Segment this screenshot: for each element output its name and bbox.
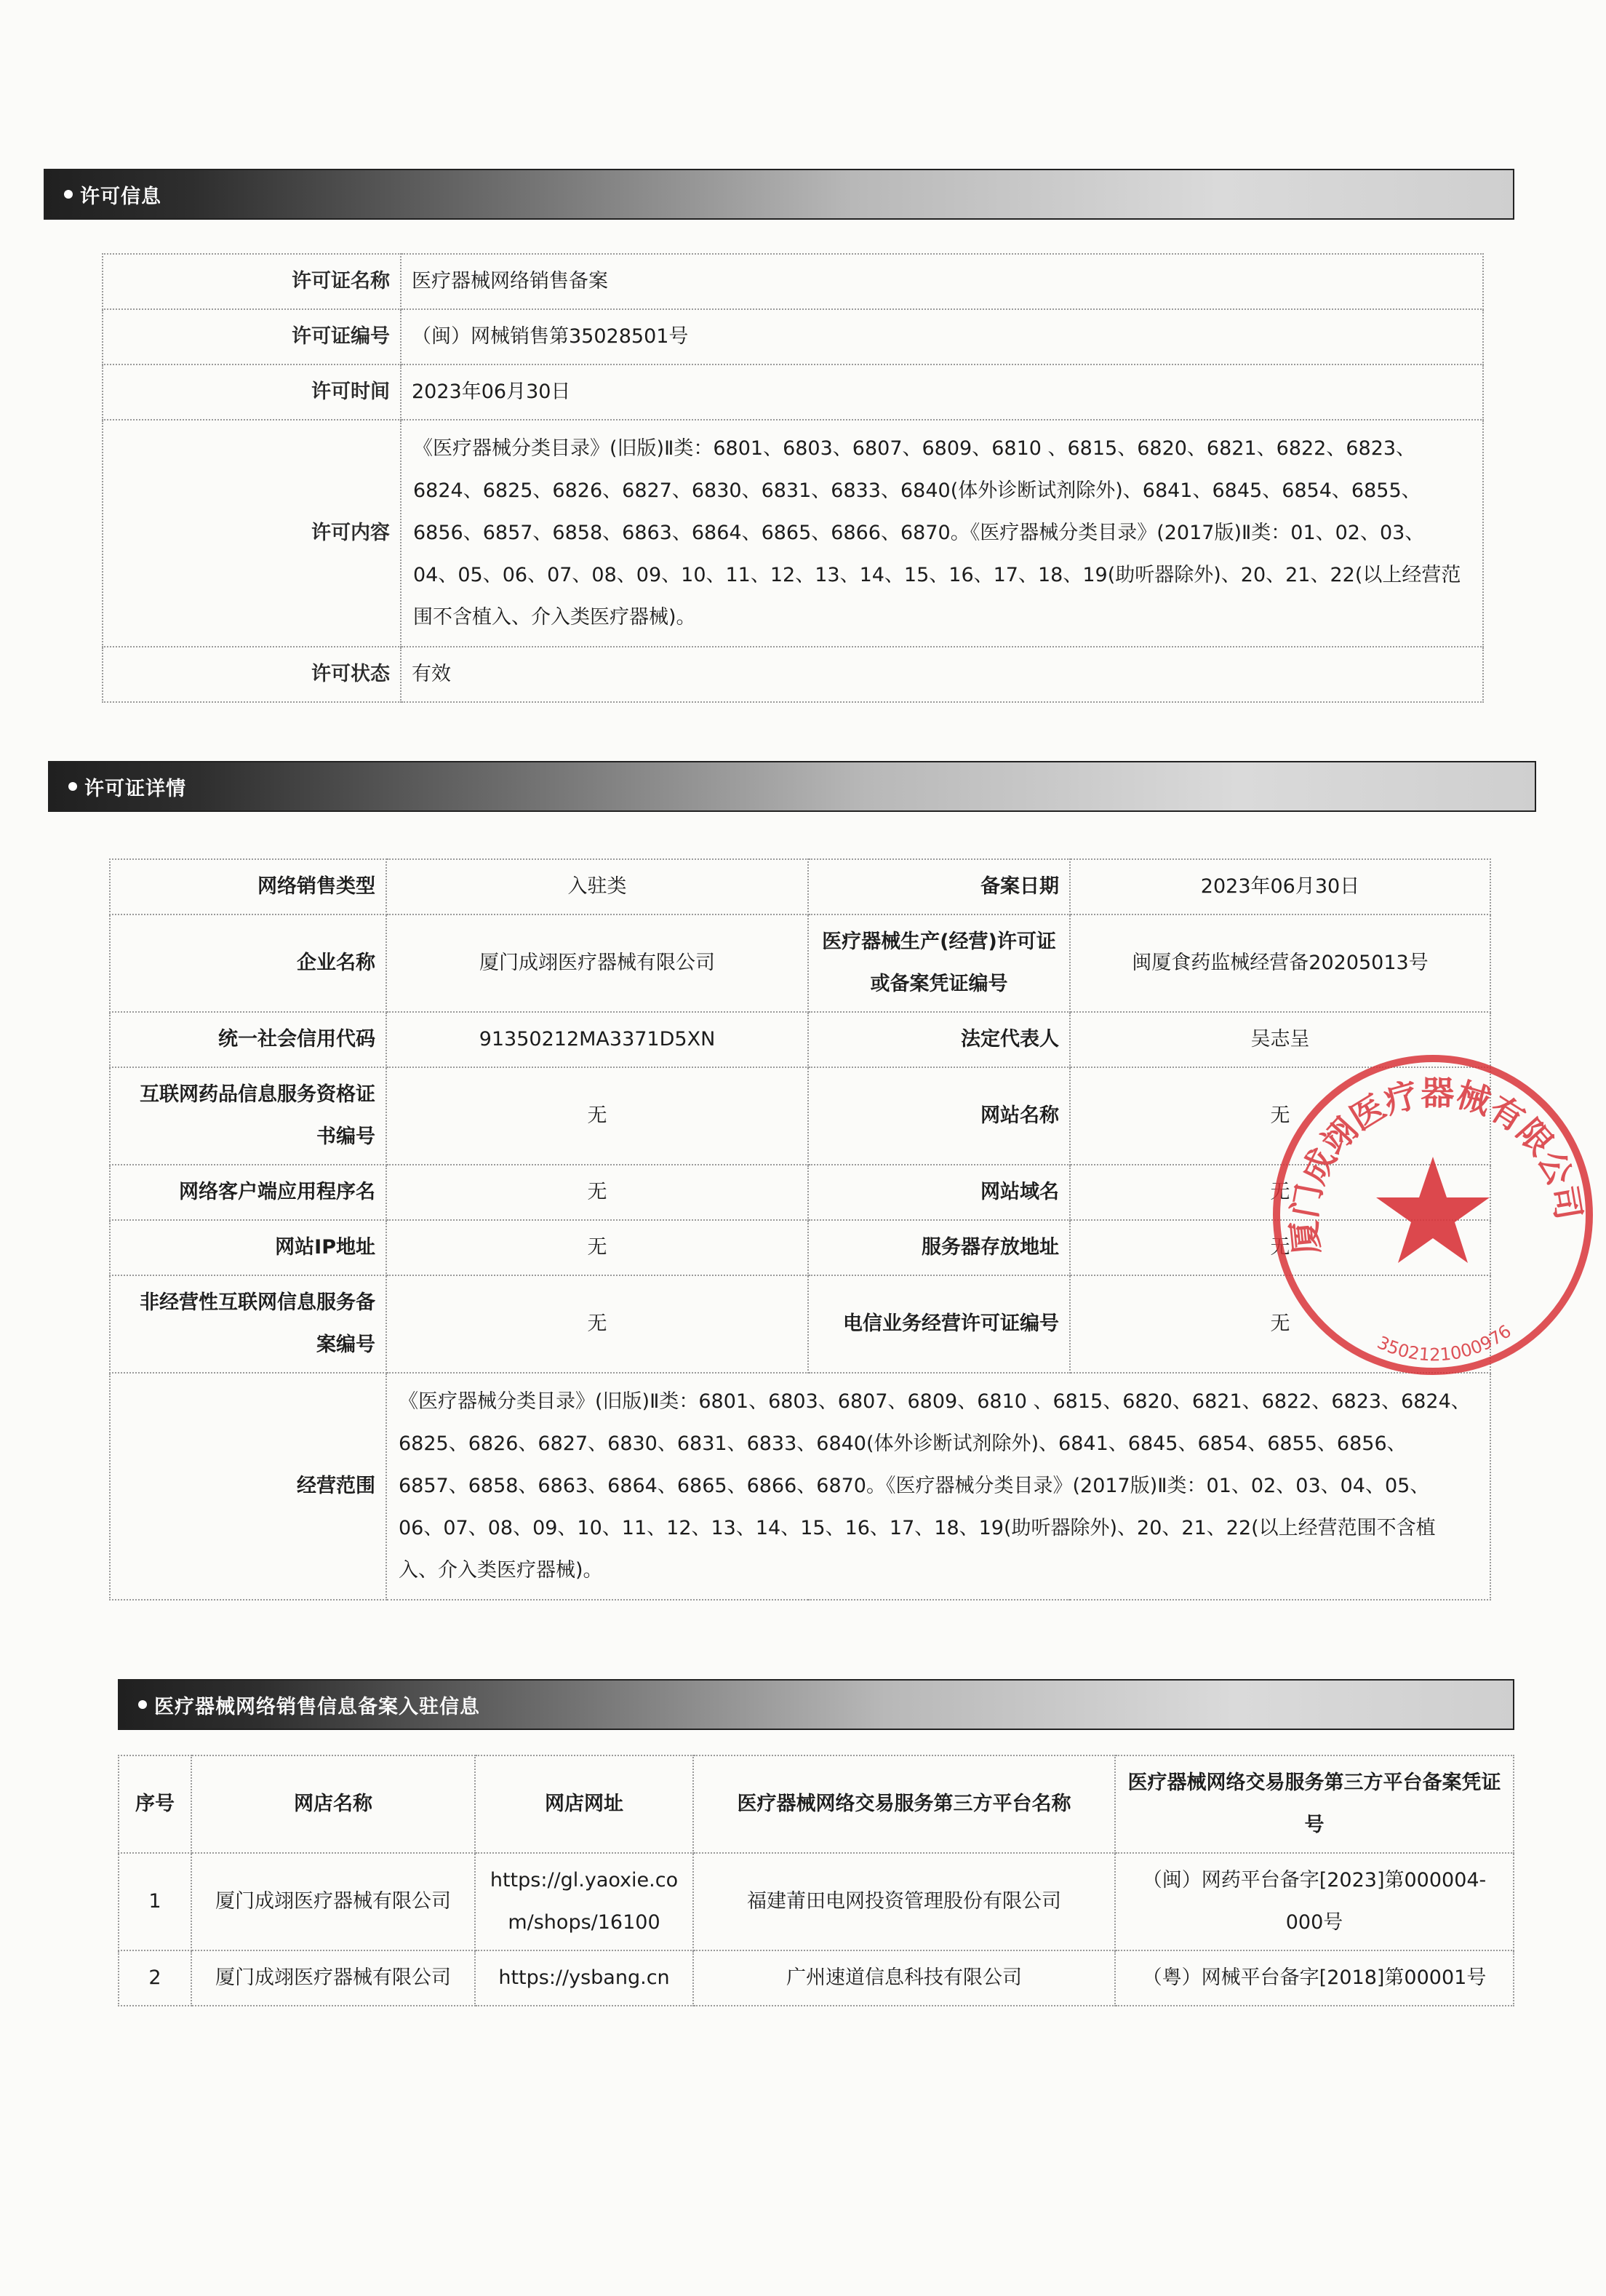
server-label: 服务器存放地址 xyxy=(808,1220,1070,1275)
license-no-value: （闽）网械销售第35028501号 xyxy=(401,309,1483,364)
nonprofit-value: 无 xyxy=(386,1275,808,1373)
row-platform-name: 广州速道信息科技有限公司 xyxy=(693,1950,1115,2006)
license-name-label: 许可证名称 xyxy=(103,254,401,309)
header-index: 序号 xyxy=(119,1755,191,1853)
license-name-value: 医疗器械网络销售备案 xyxy=(401,254,1483,309)
license-date-label: 许可时间 xyxy=(103,364,401,420)
records-table xyxy=(118,1755,1514,2006)
prod-license-value: 闽厦食药监械经营备20205013号 xyxy=(1070,914,1490,1012)
row-platform-name: 福建莆田电网投资管理股份有限公司 xyxy=(693,1853,1115,1950)
seal-number: 3502121000976 xyxy=(1374,1320,1515,1366)
table-row xyxy=(119,1950,1514,2006)
scope-value: 《医疗器械分类目录》(旧版)Ⅱ类：6801、6803、6807、6809、6810 、6815、6820、6821、6822、6823、6824、6825、6826、6827、6830、6831、6833、6840(体外诊断试剂除外)、6841、6845、6854、6855、6856、6857、6858、6863、6864、6865、6866、6870。《医疗器械分类目录》(2017版)Ⅱ类：01、02、03、04、05、06、07、08、09、10、11、12、13、14、15、16、17、18、19(助听器除外)、20、21、22(以上经营范围不含植入、介入类医疗器械)。 xyxy=(386,1373,1490,1600)
server-value: 无 xyxy=(1070,1220,1490,1275)
row-index: 1 xyxy=(119,1853,191,1950)
record-date-value: 2023年06月30日 xyxy=(1070,859,1490,914)
table-row xyxy=(119,1853,1514,1950)
section-title: 许可信息 xyxy=(80,185,161,208)
sale-type-value: 入驻类 xyxy=(386,859,808,914)
record-date-label: 备案日期 xyxy=(808,859,1070,914)
bullet-icon xyxy=(138,1700,147,1709)
license-status-value: 有效 xyxy=(401,647,1483,702)
section-title: 许可证详情 xyxy=(84,777,186,800)
row-shop-name: 厦门成翊医疗器械有限公司 xyxy=(191,1950,475,2006)
license-table xyxy=(102,253,1484,703)
section-license-info xyxy=(44,169,1514,220)
ip-label: 网站IP地址 xyxy=(110,1220,386,1275)
nonprofit-label: 非经营性互联网信息服务备案编号 xyxy=(110,1275,386,1373)
company-value: 厦门成翊医疗器械有限公司 xyxy=(386,914,808,1012)
row-shop-url[interactable]: https://ysbang.cn xyxy=(475,1950,693,2006)
scope-label: 经营范围 xyxy=(110,1373,386,1600)
bullet-icon xyxy=(68,782,77,791)
ip-value: 无 xyxy=(386,1220,808,1275)
internet-drug-value: 无 xyxy=(386,1067,808,1165)
domain-label: 网站域名 xyxy=(808,1165,1070,1220)
app-label: 网络客户端应用程序名 xyxy=(110,1165,386,1220)
star-icon xyxy=(1376,1157,1490,1263)
legal-rep-label: 法定代表人 xyxy=(808,1012,1070,1067)
license-content-value: 《医疗器械分类目录》(旧版)Ⅱ类：6801、6803、6807、6809、6810 、6815、6820、6821、6822、6823、6824、6825、6826、6827、6830、6831、6833、6840(体外诊断试剂除外)、6841、6845、6854、6855、6856、6857、6858、6863、6864、6865、6866、6870。《医疗器械分类目录》(2017版)Ⅱ类：01、02、03、04、05、06、07、08、09、10、11、12、13、14、15、16、17、18、19(助听器除外)、20、21、22(以上经营范围不含植入、介入类医疗器械)。 xyxy=(401,420,1483,647)
internet-drug-label: 互联网药品信息服务资格证书编号 xyxy=(110,1067,386,1165)
credit-code-value: 91350212MA3371D5XN xyxy=(386,1012,808,1067)
app-value: 无 xyxy=(386,1165,808,1220)
row-platform-cert: （粤）网械平台备字[2018]第00001号 xyxy=(1115,1950,1514,2006)
domain-value: 无 xyxy=(1070,1165,1490,1220)
site-name-label: 网站名称 xyxy=(808,1067,1070,1165)
row-shop-url[interactable]: https://gl.yaoxie.com/shops/16100 xyxy=(475,1853,693,1950)
prod-license-label: 医疗器械生产(经营)许可证或备案凭证编号 xyxy=(808,914,1070,1012)
license-no-label: 许可证编号 xyxy=(103,309,401,364)
company-label: 企业名称 xyxy=(110,914,386,1012)
telecom-value: 无 xyxy=(1070,1275,1490,1373)
section-title: 医疗器械网络销售信息备案入驻信息 xyxy=(154,1695,480,1718)
row-index: 2 xyxy=(119,1950,191,2006)
header-shop-name: 网店名称 xyxy=(191,1755,475,1853)
bullet-icon xyxy=(64,190,73,199)
license-content-label: 许可内容 xyxy=(103,420,401,647)
legal-rep-value: 吴志呈 xyxy=(1070,1012,1490,1067)
sale-type-label: 网络销售类型 xyxy=(110,859,386,914)
site-name-value: 无 xyxy=(1070,1067,1490,1165)
section-record-info xyxy=(118,1679,1514,1730)
section-license-detail xyxy=(48,761,1536,812)
table-header-row xyxy=(119,1755,1514,1853)
header-platform-name: 医疗器械网络交易服务第三方平台名称 xyxy=(693,1755,1115,1853)
row-platform-cert: （闽）网药平台备字[2023]第000004-000号 xyxy=(1115,1853,1514,1950)
row-shop-name: 厦门成翊医疗器械有限公司 xyxy=(191,1853,475,1950)
telecom-label: 电信业务经营许可证编号 xyxy=(808,1275,1070,1373)
header-shop-url: 网店网址 xyxy=(475,1755,693,1853)
company-seal xyxy=(1266,1048,1600,1382)
credit-code-label: 统一社会信用代码 xyxy=(110,1012,386,1067)
license-status-label: 许可状态 xyxy=(103,647,401,702)
header-platform-cert: 医疗器械网络交易服务第三方平台备案凭证号 xyxy=(1115,1755,1514,1853)
license-date-value: 2023年06月30日 xyxy=(401,364,1483,420)
seal-name: 厦门成翊医疗器械有限公司 xyxy=(1284,1073,1589,1256)
